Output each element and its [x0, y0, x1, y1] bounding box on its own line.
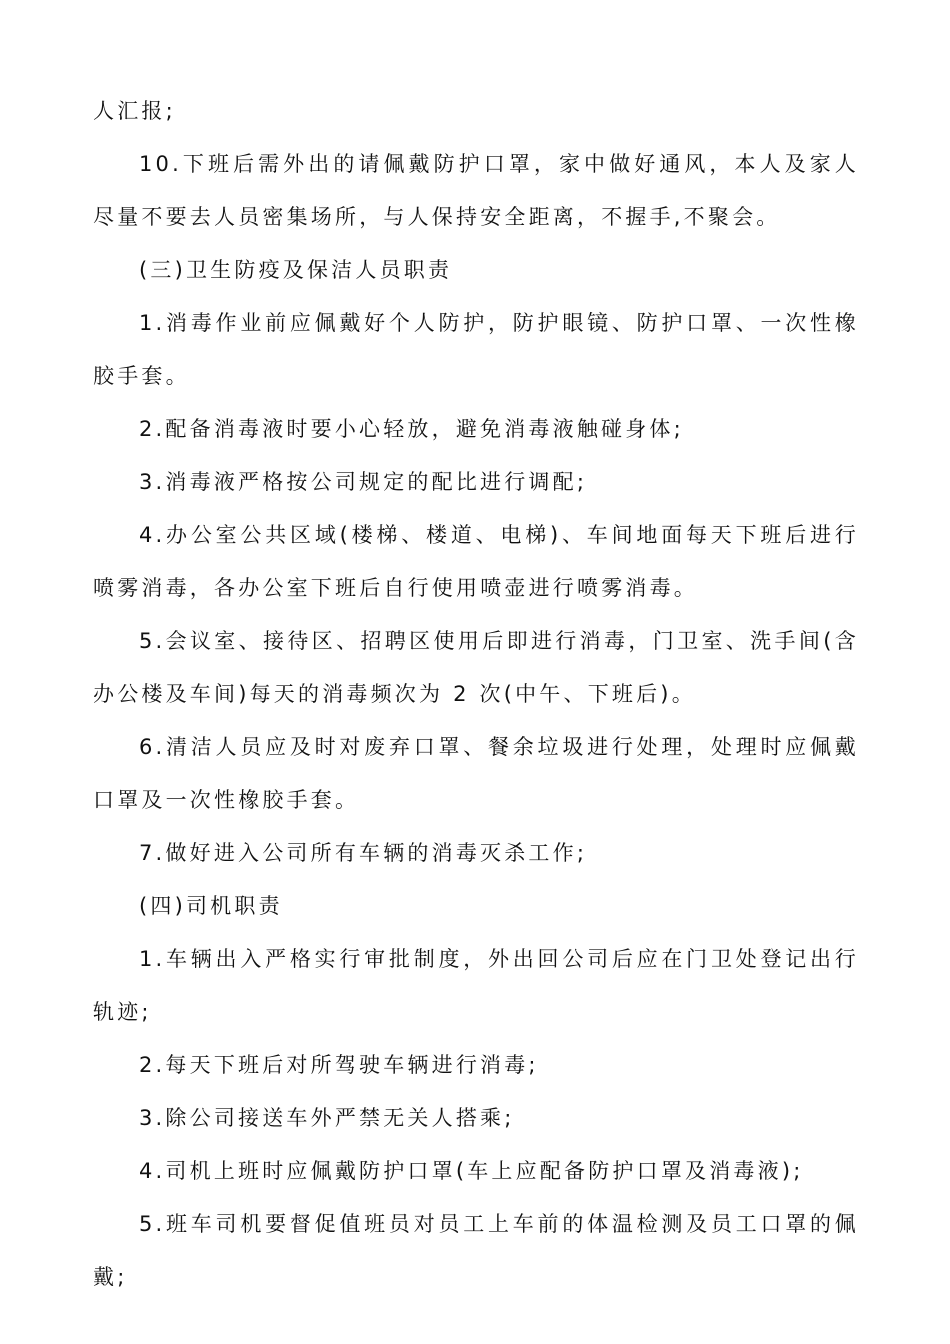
paragraph-item-4b: 4.司机上班时应佩戴防护口罩(车上应配备防护口罩及消毒液); [139, 1159, 804, 1183]
paragraph-item-1b: 1.车辆出入严格实行审批制度，外出回公司后应在门卫处登记出行轨迹; [93, 947, 859, 1024]
paragraph-item-5b: 5.班车司机要督促值班员对员工上车前的体温检测及员工口罩的佩戴; [93, 1212, 859, 1289]
paragraph-item-1: 1.消毒作业前应佩戴好个人防护，防护眼镜、防护口罩、一次性橡胶手套。 [93, 311, 859, 388]
paragraph-item-7: 7.做好进入公司所有车辆的消毒灭杀工作; [139, 841, 588, 865]
paragraph-item-3b: 3.除公司接送车外严禁无关人搭乘; [139, 1106, 515, 1130]
section-heading-3: (三)卫生防疫及保洁人员职责 [139, 258, 453, 282]
paragraph-item-10: 10.下班后需外出的请佩戴防护口罩，家中做好通风，本人及家人尽量不要去人员密集场所，与人保持安全距离，不握手,不聚会。 [93, 152, 859, 229]
paragraph-continuation: 人汇报; [93, 99, 176, 123]
section-heading-4: (四)司机职责 [139, 894, 283, 918]
paragraph-item-4: 4.办公室公共区域(楼梯、楼道、电梯)、车间地面每天下班后进行喷雾消毒，各办公室下班后自行使用喷壶进行喷雾消毒。 [93, 523, 859, 600]
paragraph-item-6: 6.清洁人员应及时对废弃口罩、餐余垃圾进行处理，处理时应佩戴口罩及一次性橡胶手套。 [93, 735, 859, 812]
paragraph-item-3: 3.消毒液严格按公司规定的配比进行调配; [139, 470, 588, 494]
paragraph-item-2: 2.配备消毒液时要小心轻放，避免消毒液触碰身体; [139, 417, 684, 441]
paragraph-item-5: 5.会议室、接待区、招聘区使用后即进行消毒，门卫室、洗手间(含办公楼及车间)每天的消毒频次为 2 次(中午、下班后)。 [93, 629, 859, 706]
paragraph-item-2b: 2.每天下班后对所驾驶车辆进行消毒; [139, 1053, 539, 1077]
